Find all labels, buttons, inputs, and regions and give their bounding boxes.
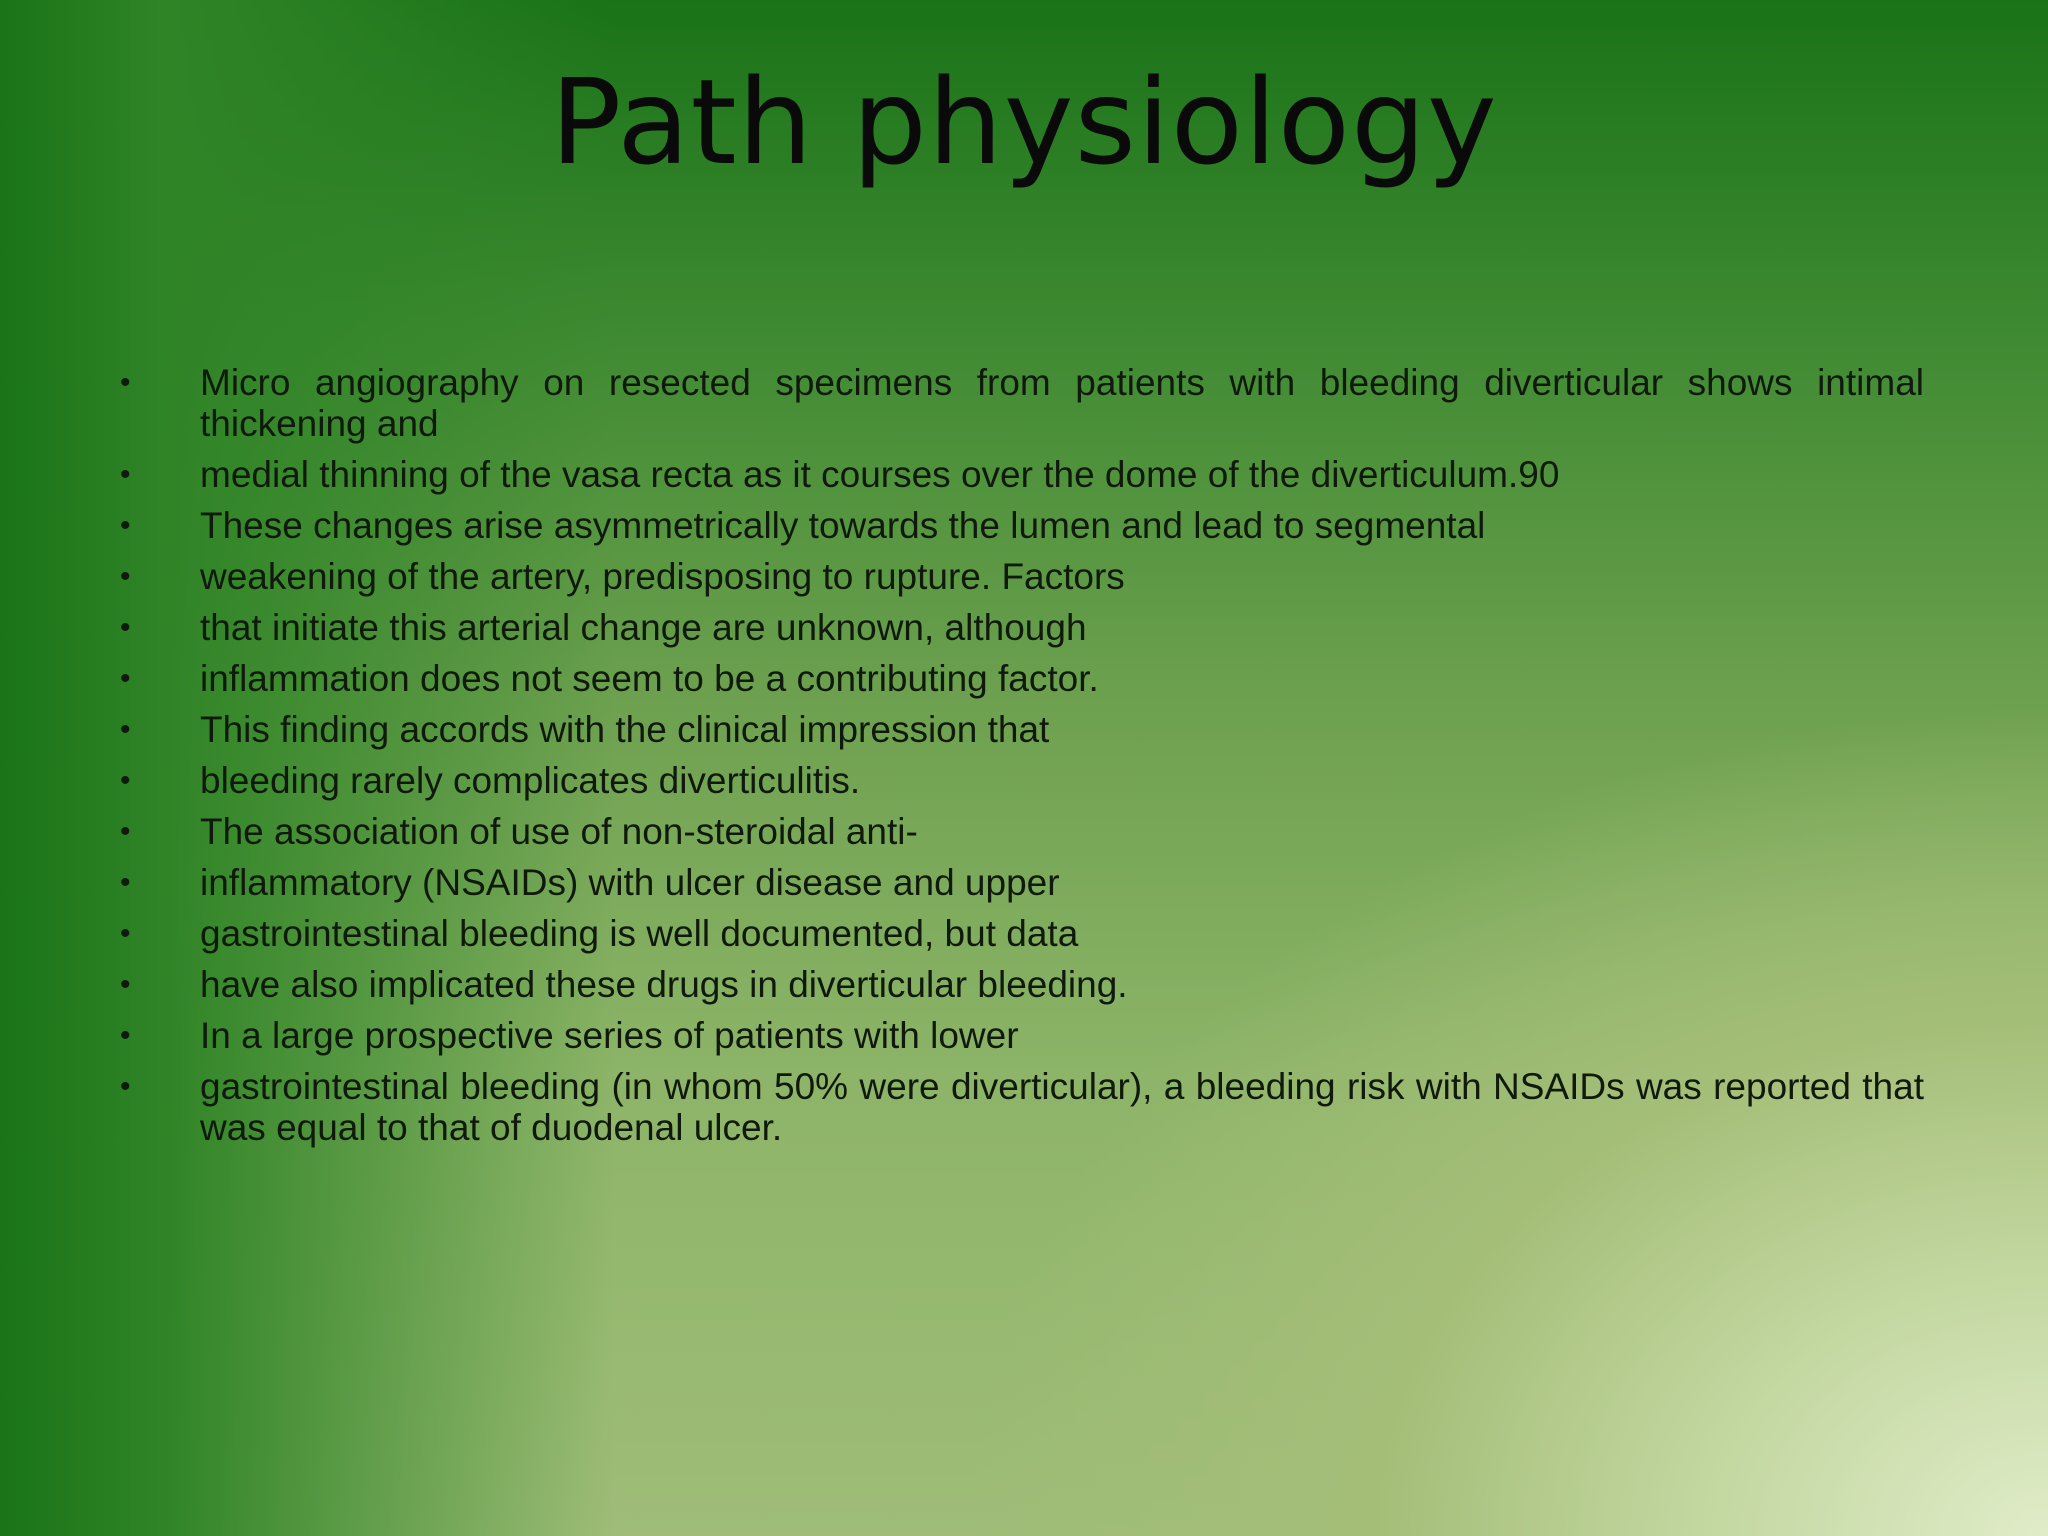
bullet-text: inflammation does not seem to be a contributing factor.	[200, 658, 1099, 699]
bullet-dot-icon: •	[120, 968, 131, 1001]
bullet-dot-icon: •	[120, 458, 131, 491]
bullet-dot-icon: •	[120, 713, 131, 746]
bullet-dot-icon: •	[120, 866, 131, 899]
bullet-text: Micro angiography on resected specimens from patients with bleeding diverticular shows intimal thickening and	[200, 362, 1924, 444]
bullet-text: inflammatory (NSAIDs) with ulcer disease and upper	[200, 862, 1060, 903]
bullet-text: This finding accords with the clinical impression that	[200, 709, 1050, 750]
bullet-item	[120, 607, 1924, 648]
bullet-item	[120, 1015, 1924, 1056]
bullet-text: weakening of the artery, predisposing to rupture. Factors	[200, 556, 1125, 597]
bullet-text: gastrointestinal bleeding (in whom 50% were diverticular), a bleeding risk with NSAIDs was reported that was equal to that of duodenal ulcer.	[200, 1066, 1924, 1148]
bullet-item	[120, 362, 1924, 444]
bullet-text: The association of use of non-steroidal anti-	[200, 811, 918, 852]
slide-title: Path physiology	[550, 53, 1498, 191]
bullet-list	[120, 362, 1924, 1158]
bullet-dot-icon: •	[120, 764, 131, 797]
bullet-dot-icon: •	[120, 611, 131, 644]
bullet-text: medial thinning of the vasa recta as it courses over the dome of the diverticulum.90	[200, 454, 1560, 495]
bullet-text: that initiate this arterial change are unknown, although	[200, 607, 1087, 648]
bullet-dot-icon: •	[120, 1070, 131, 1103]
bullet-item	[120, 505, 1924, 546]
bullet-item	[120, 760, 1924, 801]
bullet-item	[120, 811, 1924, 852]
bullet-item	[120, 913, 1924, 954]
bullet-item	[120, 556, 1924, 597]
bullet-dot-icon: •	[120, 366, 131, 399]
bullet-dot-icon: •	[120, 815, 131, 848]
bullet-item	[120, 658, 1924, 699]
bullet-item	[120, 709, 1924, 750]
bullet-text: have also implicated these drugs in diverticular bleeding.	[200, 964, 1128, 1005]
bullet-dot-icon: •	[120, 662, 131, 695]
bullet-dot-icon: •	[120, 1019, 131, 1052]
bullet-item	[120, 1066, 1924, 1148]
bullet-item	[120, 964, 1924, 1005]
bullet-dot-icon: •	[120, 917, 131, 950]
bullet-item	[120, 862, 1924, 903]
bullet-text: gastrointestinal bleeding is well documented, but data	[200, 913, 1079, 954]
bullet-dot-icon: •	[120, 509, 131, 542]
bullet-text: bleeding rarely complicates diverticulitis.	[200, 760, 861, 801]
bullet-item	[120, 454, 1924, 495]
bullet-dot-icon: •	[120, 560, 131, 593]
bullet-text: These changes arise asymmetrically towards the lumen and lead to segmental	[200, 505, 1486, 546]
bullet-text: In a large prospective series of patients with lower	[200, 1015, 1019, 1056]
